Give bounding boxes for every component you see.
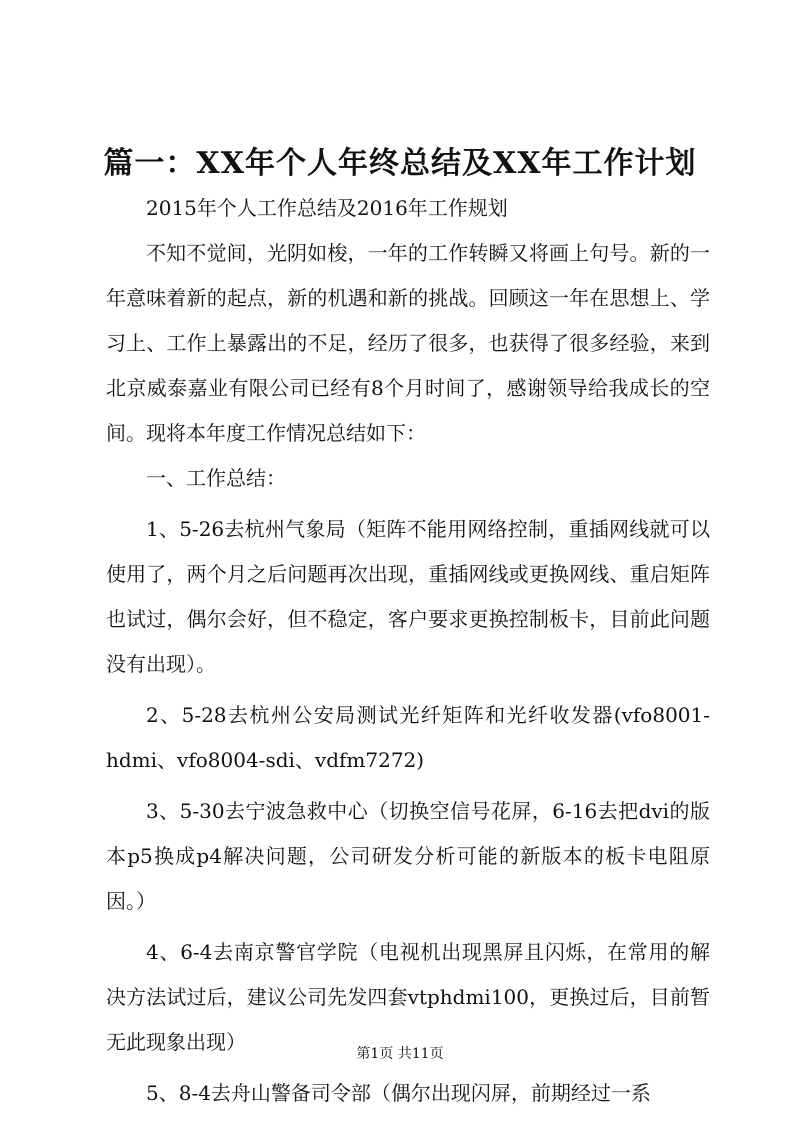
paragraph-subtitle: 2015年个人工作总结及2016年工作规划 bbox=[146, 196, 508, 220]
page-footer: 第1页 共11页 bbox=[356, 1046, 444, 1062]
document-title: 篇一：XX年个人年终总结及XX年工作计划 bbox=[103, 146, 697, 181]
paragraph-item-2: 2、5-28去杭州公安局测试光纤矩阵和光纤收发器(vfo8001-hdmi、vfo8004-sdi、vdfm7272) bbox=[106, 703, 710, 772]
paragraph-intro: 不知不觉间，光阴如梭，一年的工作转瞬又将画上句号。新的一年意味着新的起点，新的机遇和新的挑战。回顾这一年在思想上、学习上、工作上暴露出的不足，经历了很多，也获得了很多经验，来到北京威泰嘉业有限公司已经有8个月时间了，感谢领导给我成长的空间。现将本年度工作情况总结如下： bbox=[106, 241, 710, 445]
paragraph-item-5: 5、8-4去舟山警备司令部（偶尔出现闪屏，前期经过一系 bbox=[146, 1081, 651, 1105]
paragraph-section-heading: 一、工作总结： bbox=[146, 466, 286, 490]
document-body bbox=[106, 186, 710, 1116]
paragraph-item-1: 1、5-26去杭州气象局（矩阵不能用网络控制，重插网线就可以使用了，两个月之后问题再次出现，重插网线或更换网线、重启矩阵也试过，偶尔会好，但不稳定，客户要求更换控制板卡，目前此问题没有出现）。 bbox=[106, 517, 710, 676]
paragraph-item-3: 3、5-30去宁波急救中心（切换空信号花屏，6-16去把dvi的版本p5换成p4解决问题，公司研发分析可能的新版本的板卡电阻原因。） bbox=[106, 799, 710, 913]
paragraph-item-4: 4、6-4去南京警官学院（电视机出现黑屏且闪烁，在常用的解决方法试过后，建议公司先发四套vtphdmi100，更换过后，目前暂无此现象出现） bbox=[106, 940, 710, 1054]
